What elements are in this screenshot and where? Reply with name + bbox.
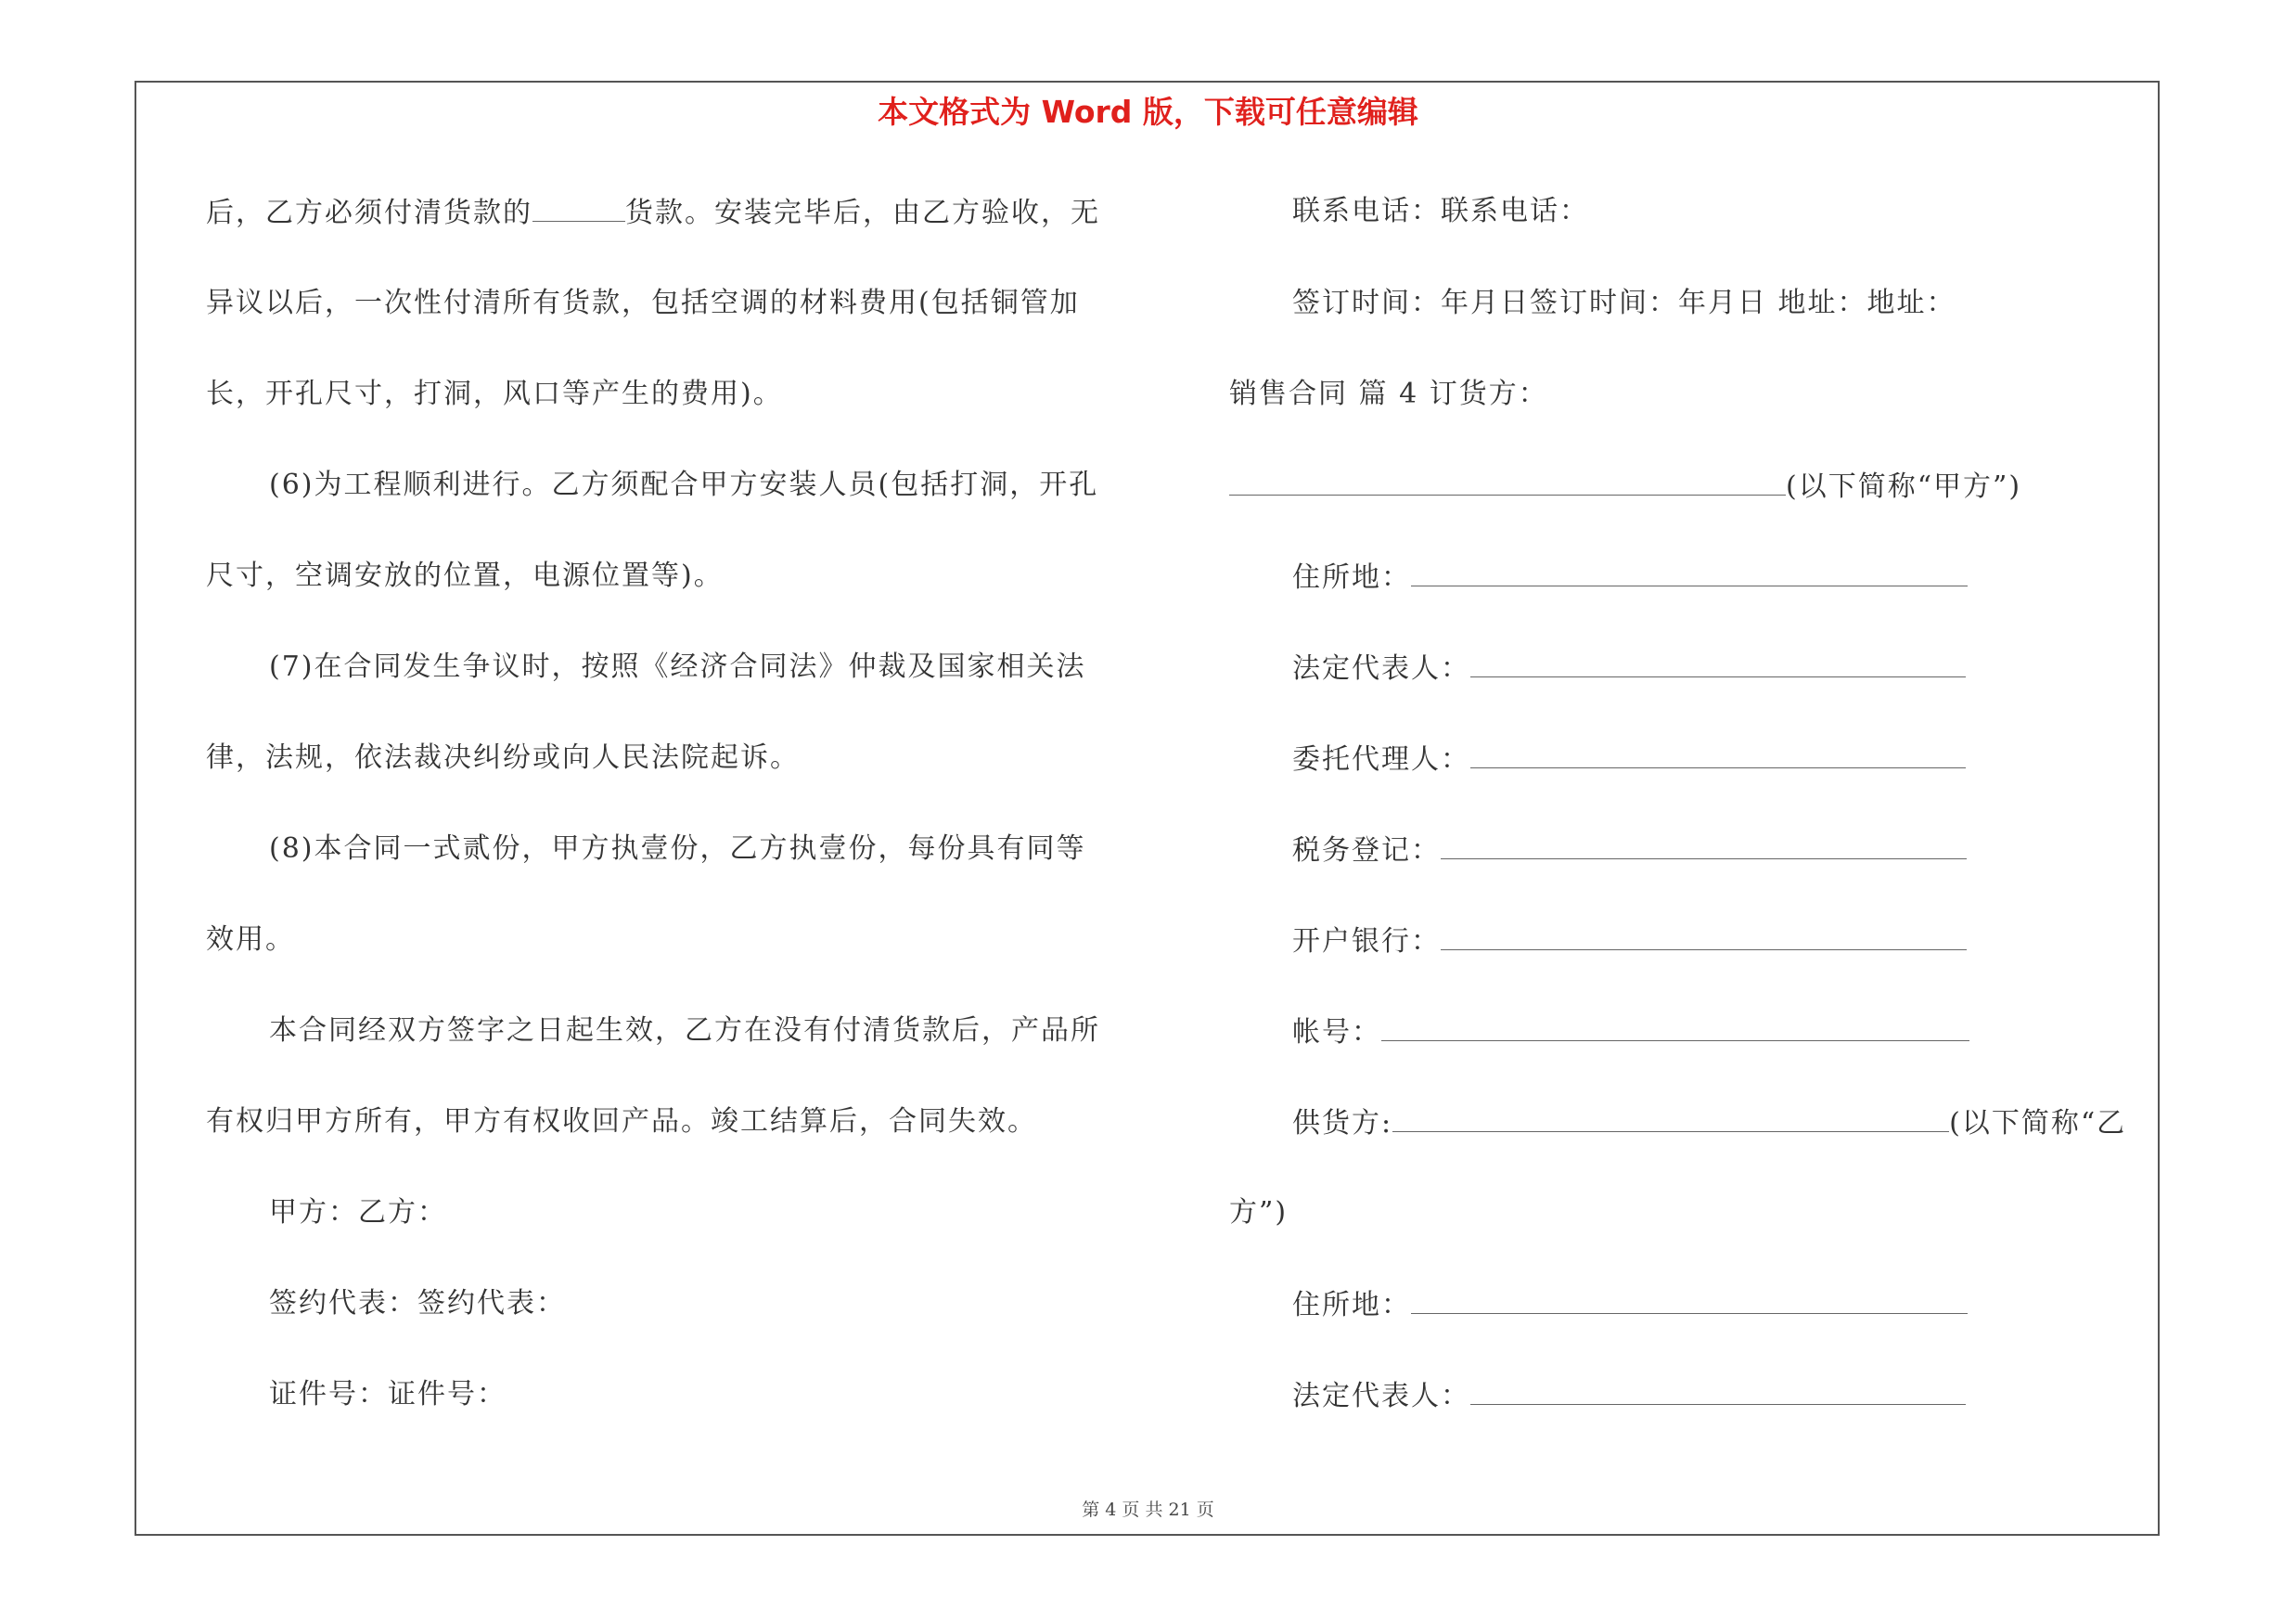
text-line: 税务登记： bbox=[1292, 831, 1967, 869]
text-line: 销售合同 篇 4 订货方： bbox=[1229, 378, 1548, 410]
blank-field bbox=[1470, 740, 1966, 768]
blank-field bbox=[1411, 1285, 1968, 1314]
format-notice: 本文格式为 Word 版，下载可任意编辑 bbox=[878, 94, 1418, 130]
text-line: 签约代表：签约代表： bbox=[269, 1287, 566, 1320]
text-line: 联系电话：联系电话： bbox=[1292, 195, 1589, 227]
text-line: 住所地： bbox=[1292, 558, 1968, 597]
blank-field bbox=[1441, 921, 1967, 950]
text-line: 效用。 bbox=[206, 923, 295, 956]
blank-field bbox=[1381, 1012, 1969, 1041]
text-line: 方”) bbox=[1229, 1196, 1289, 1229]
blank-field bbox=[1411, 558, 1968, 586]
text-line: 法定代表人： bbox=[1292, 649, 1966, 688]
text-line: 有权归甲方所有，甲方有权收回产品。竣工结算后，合同失效。 bbox=[206, 1105, 1037, 1138]
text-line: 后，乙方必须付清货款的 货款。安装完毕后，由乙方验收，无 bbox=[206, 193, 1100, 232]
text-line: 帐号： bbox=[1292, 1012, 1969, 1051]
text-line: (7)在合同发生争议时，按照《经济合同法》仲裁及国家相关法 bbox=[269, 650, 1086, 683]
blank-field bbox=[532, 193, 625, 222]
text-line: 律，法规，依法裁决纠纷或向人民法院起诉。 bbox=[206, 741, 800, 774]
text-line: 甲方：乙方： bbox=[269, 1196, 447, 1229]
text-line: 本合同经双方签字之日起生效，乙方在没有付清货款后，产品所 bbox=[269, 1014, 1100, 1047]
blank-field bbox=[1392, 1103, 1949, 1132]
text-line: 尺寸，空调安放的位置，电源位置等)。 bbox=[206, 560, 724, 592]
blank-field bbox=[1470, 649, 1966, 677]
text-line: (8)本合同一式贰份，甲方执壹份，乙方执壹份，每份具有同等 bbox=[269, 832, 1086, 865]
text-line: 签订时间：年月日签订时间：年月日 地址：地址： bbox=[1292, 287, 1956, 319]
blank-field bbox=[1441, 831, 1967, 859]
text-line: 开户银行： bbox=[1292, 921, 1967, 960]
text-line: 证件号：证件号： bbox=[269, 1378, 507, 1410]
blank-field bbox=[1229, 467, 1786, 496]
text-line: (以下简称“甲方”) bbox=[1229, 467, 2021, 506]
blank-field bbox=[1470, 1376, 1966, 1405]
text-line: 异议以后，一次性付清所有货款，包括空调的材料费用(包括铜管加 bbox=[206, 287, 1080, 319]
text-line: 委托代理人： bbox=[1292, 740, 1966, 779]
text-line: 长，开孔尺寸，打洞，风口等产生的费用)。 bbox=[206, 378, 783, 410]
text-line: 法定代表人： bbox=[1292, 1376, 1966, 1415]
page-number: 第 4 页 共 21 页 bbox=[1082, 1500, 1214, 1520]
text-line: 住所地： bbox=[1292, 1285, 1968, 1324]
text-line: (6)为工程顺利进行。乙方须配合甲方安装人员(包括打洞，开孔 bbox=[269, 469, 1099, 501]
text-line: 供货方: (以下简称“乙 bbox=[1292, 1103, 2126, 1142]
